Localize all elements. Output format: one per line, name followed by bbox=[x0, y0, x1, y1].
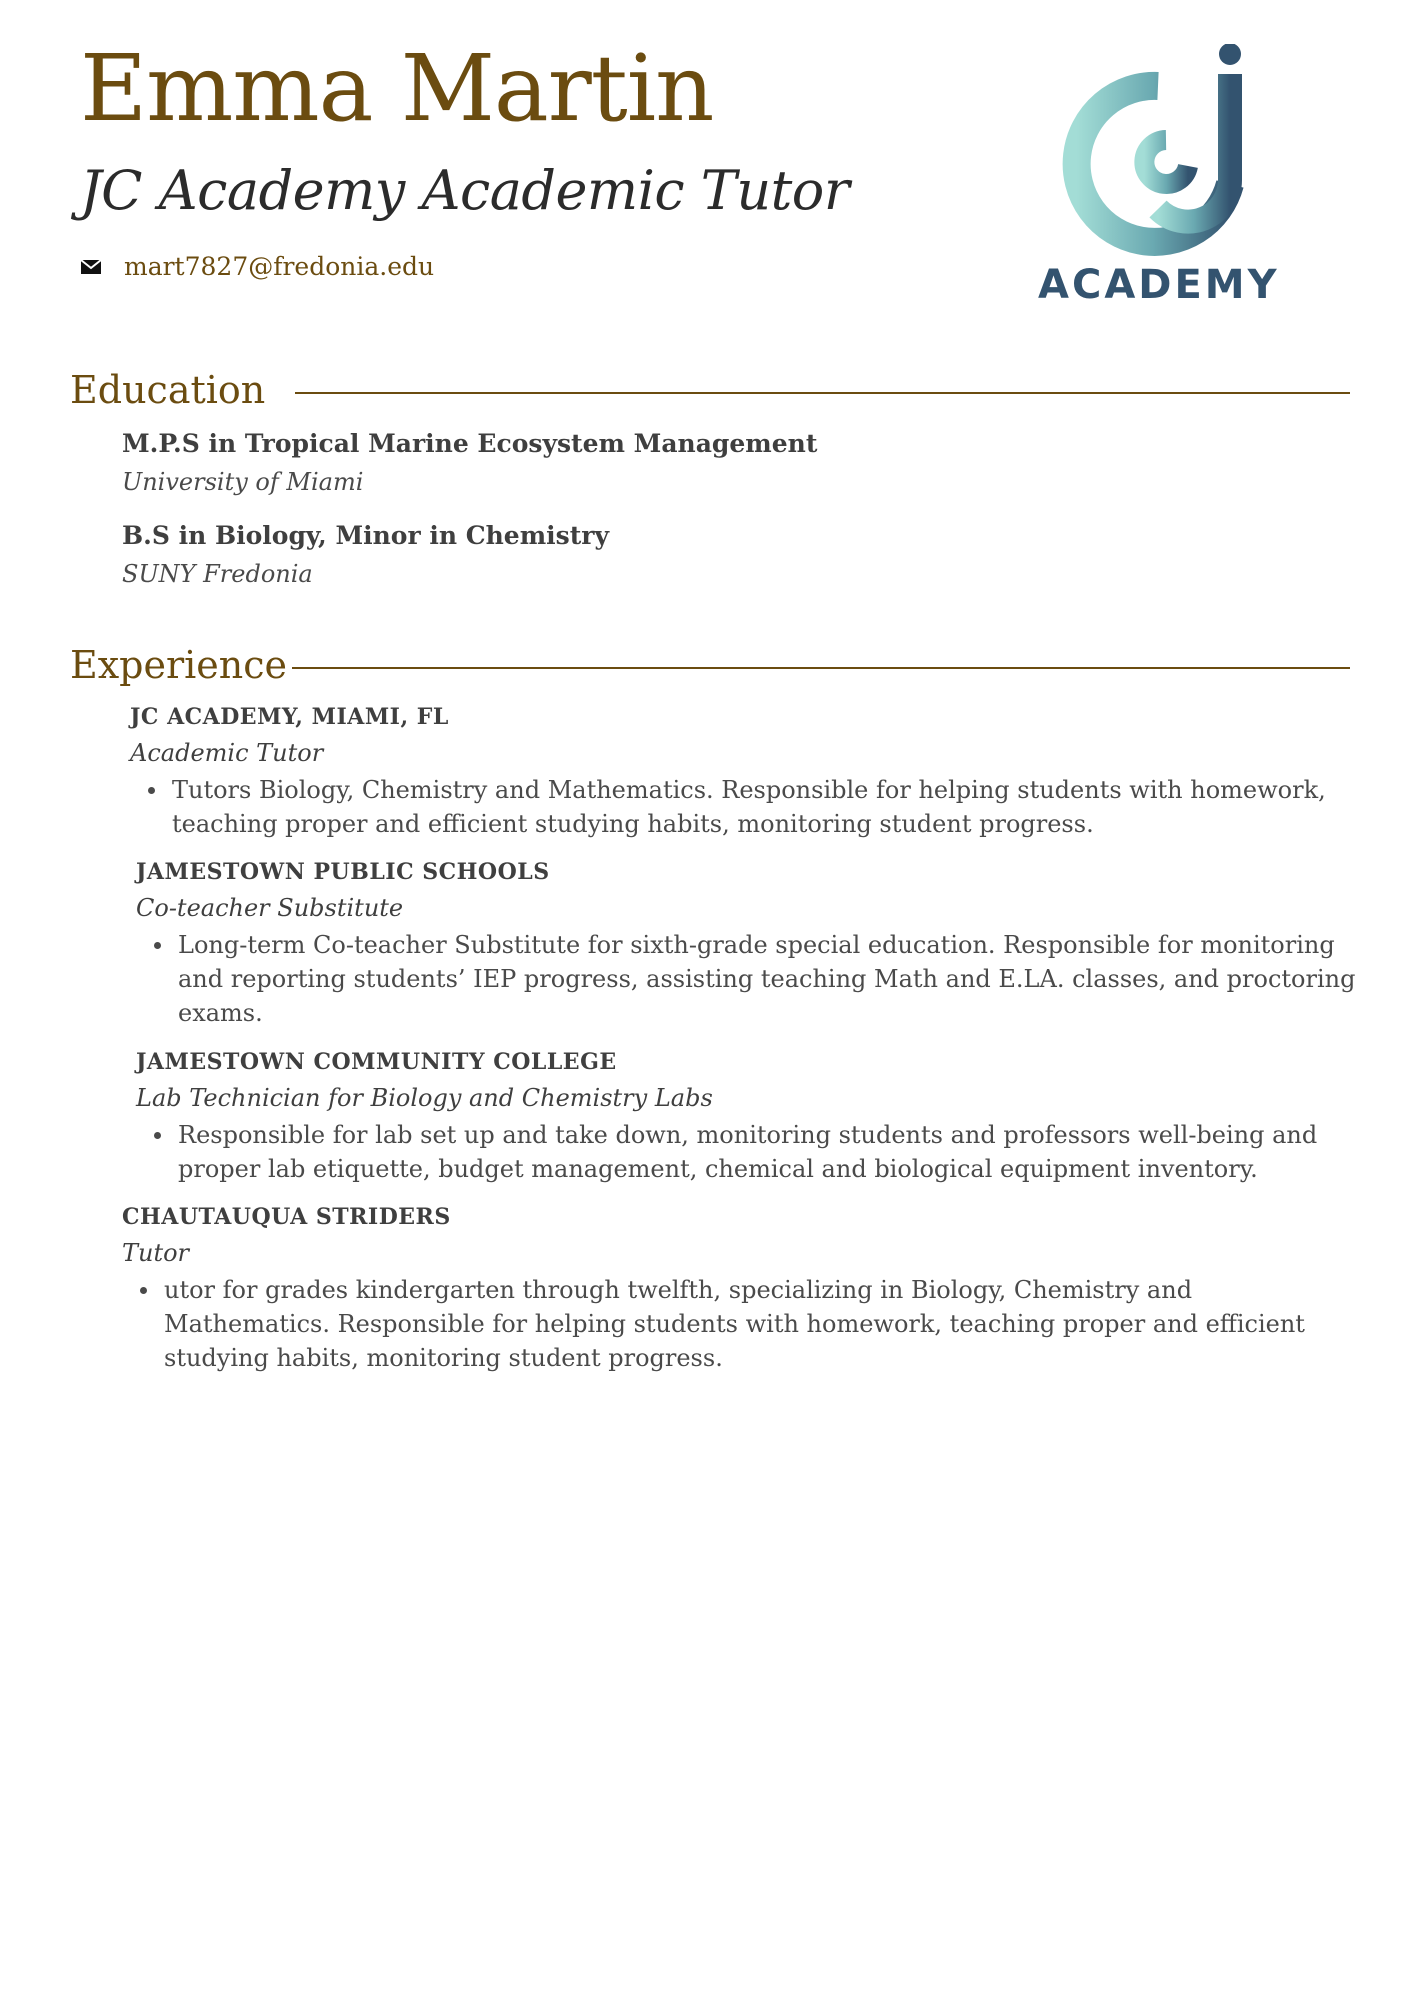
school-name: SUNY Fredonia bbox=[122, 559, 313, 588]
education-heading: Education bbox=[70, 368, 266, 412]
duties-list bbox=[122, 1273, 1352, 1375]
list-item: Long-term Co-teacher Substitute for sixth-grade special education. Responsible for monitoring and reporting students’ IEP progress, assisting teaching Math and E.LA. classes, and proctoring exams. bbox=[178, 928, 1356, 1030]
experience-entry bbox=[136, 1048, 1356, 1186]
email-link[interactable]: mart7827@fredonia.edu bbox=[124, 252, 435, 281]
experience-entry bbox=[130, 703, 1350, 841]
section-divider bbox=[292, 667, 1350, 669]
duties-list bbox=[136, 1118, 1356, 1186]
experience-section-header bbox=[70, 643, 1350, 693]
organization-name: JAMESTOWN PUBLIC SCHOOLS bbox=[136, 859, 550, 885]
section-divider bbox=[295, 392, 1350, 394]
organization-name: JC ACADEMY, MIAMI, FL bbox=[130, 704, 449, 730]
degree-name: B.S in Biology, Minor in Chemistry bbox=[122, 521, 609, 550]
list-item: Tutors Biology, Chemistry and Mathematics. Responsible for helping students with homework, teaching proper and efficient studying habits, monitoring student progress. bbox=[172, 773, 1350, 841]
duties-list bbox=[130, 773, 1350, 841]
envelope-icon bbox=[80, 257, 102, 277]
education-entry bbox=[122, 520, 609, 590]
role-title: Academic Tutor bbox=[130, 738, 324, 767]
degree-name: M.P.S in Tropical Marine Ecosystem Management bbox=[122, 429, 818, 458]
duties-list bbox=[136, 928, 1356, 1030]
experience-entry bbox=[122, 1203, 1352, 1375]
organization-name: CHAUTAUQUA STRIDERS bbox=[122, 1204, 451, 1230]
role-title: Tutor bbox=[122, 1238, 190, 1267]
experience-heading: Experience bbox=[70, 643, 288, 687]
education-entry bbox=[122, 428, 817, 498]
school-name: University of Miami bbox=[122, 467, 364, 496]
experience-entry bbox=[136, 858, 1356, 1030]
role-title: Lab Technician for Biology and Chemistry Labs bbox=[136, 1083, 713, 1112]
education-section-header bbox=[70, 368, 1350, 418]
jc-academy-logo bbox=[1038, 44, 1280, 314]
organization-name: JAMESTOWN COMMUNITY COLLEGE bbox=[136, 1049, 617, 1075]
contact-row bbox=[80, 252, 434, 281]
list-item: utor for grades kindergarten through twelfth, specializing in Biology, Chemistry and Mathematics. Responsible for helping students with homework, teaching proper and efficient studying habits, monitoring student progress. bbox=[164, 1273, 1352, 1375]
role-title: Co-teacher Substitute bbox=[136, 893, 404, 922]
person-name: Emma Martin bbox=[80, 35, 714, 142]
job-title: JC Academy Academic Tutor bbox=[80, 159, 850, 222]
list-item: Responsible for lab set up and take down, monitoring students and professors well-being and proper lab etiquette, budget management, chemical and biological equipment inventory. bbox=[178, 1118, 1356, 1186]
logo-text: ACADEMY bbox=[1038, 262, 1280, 308]
